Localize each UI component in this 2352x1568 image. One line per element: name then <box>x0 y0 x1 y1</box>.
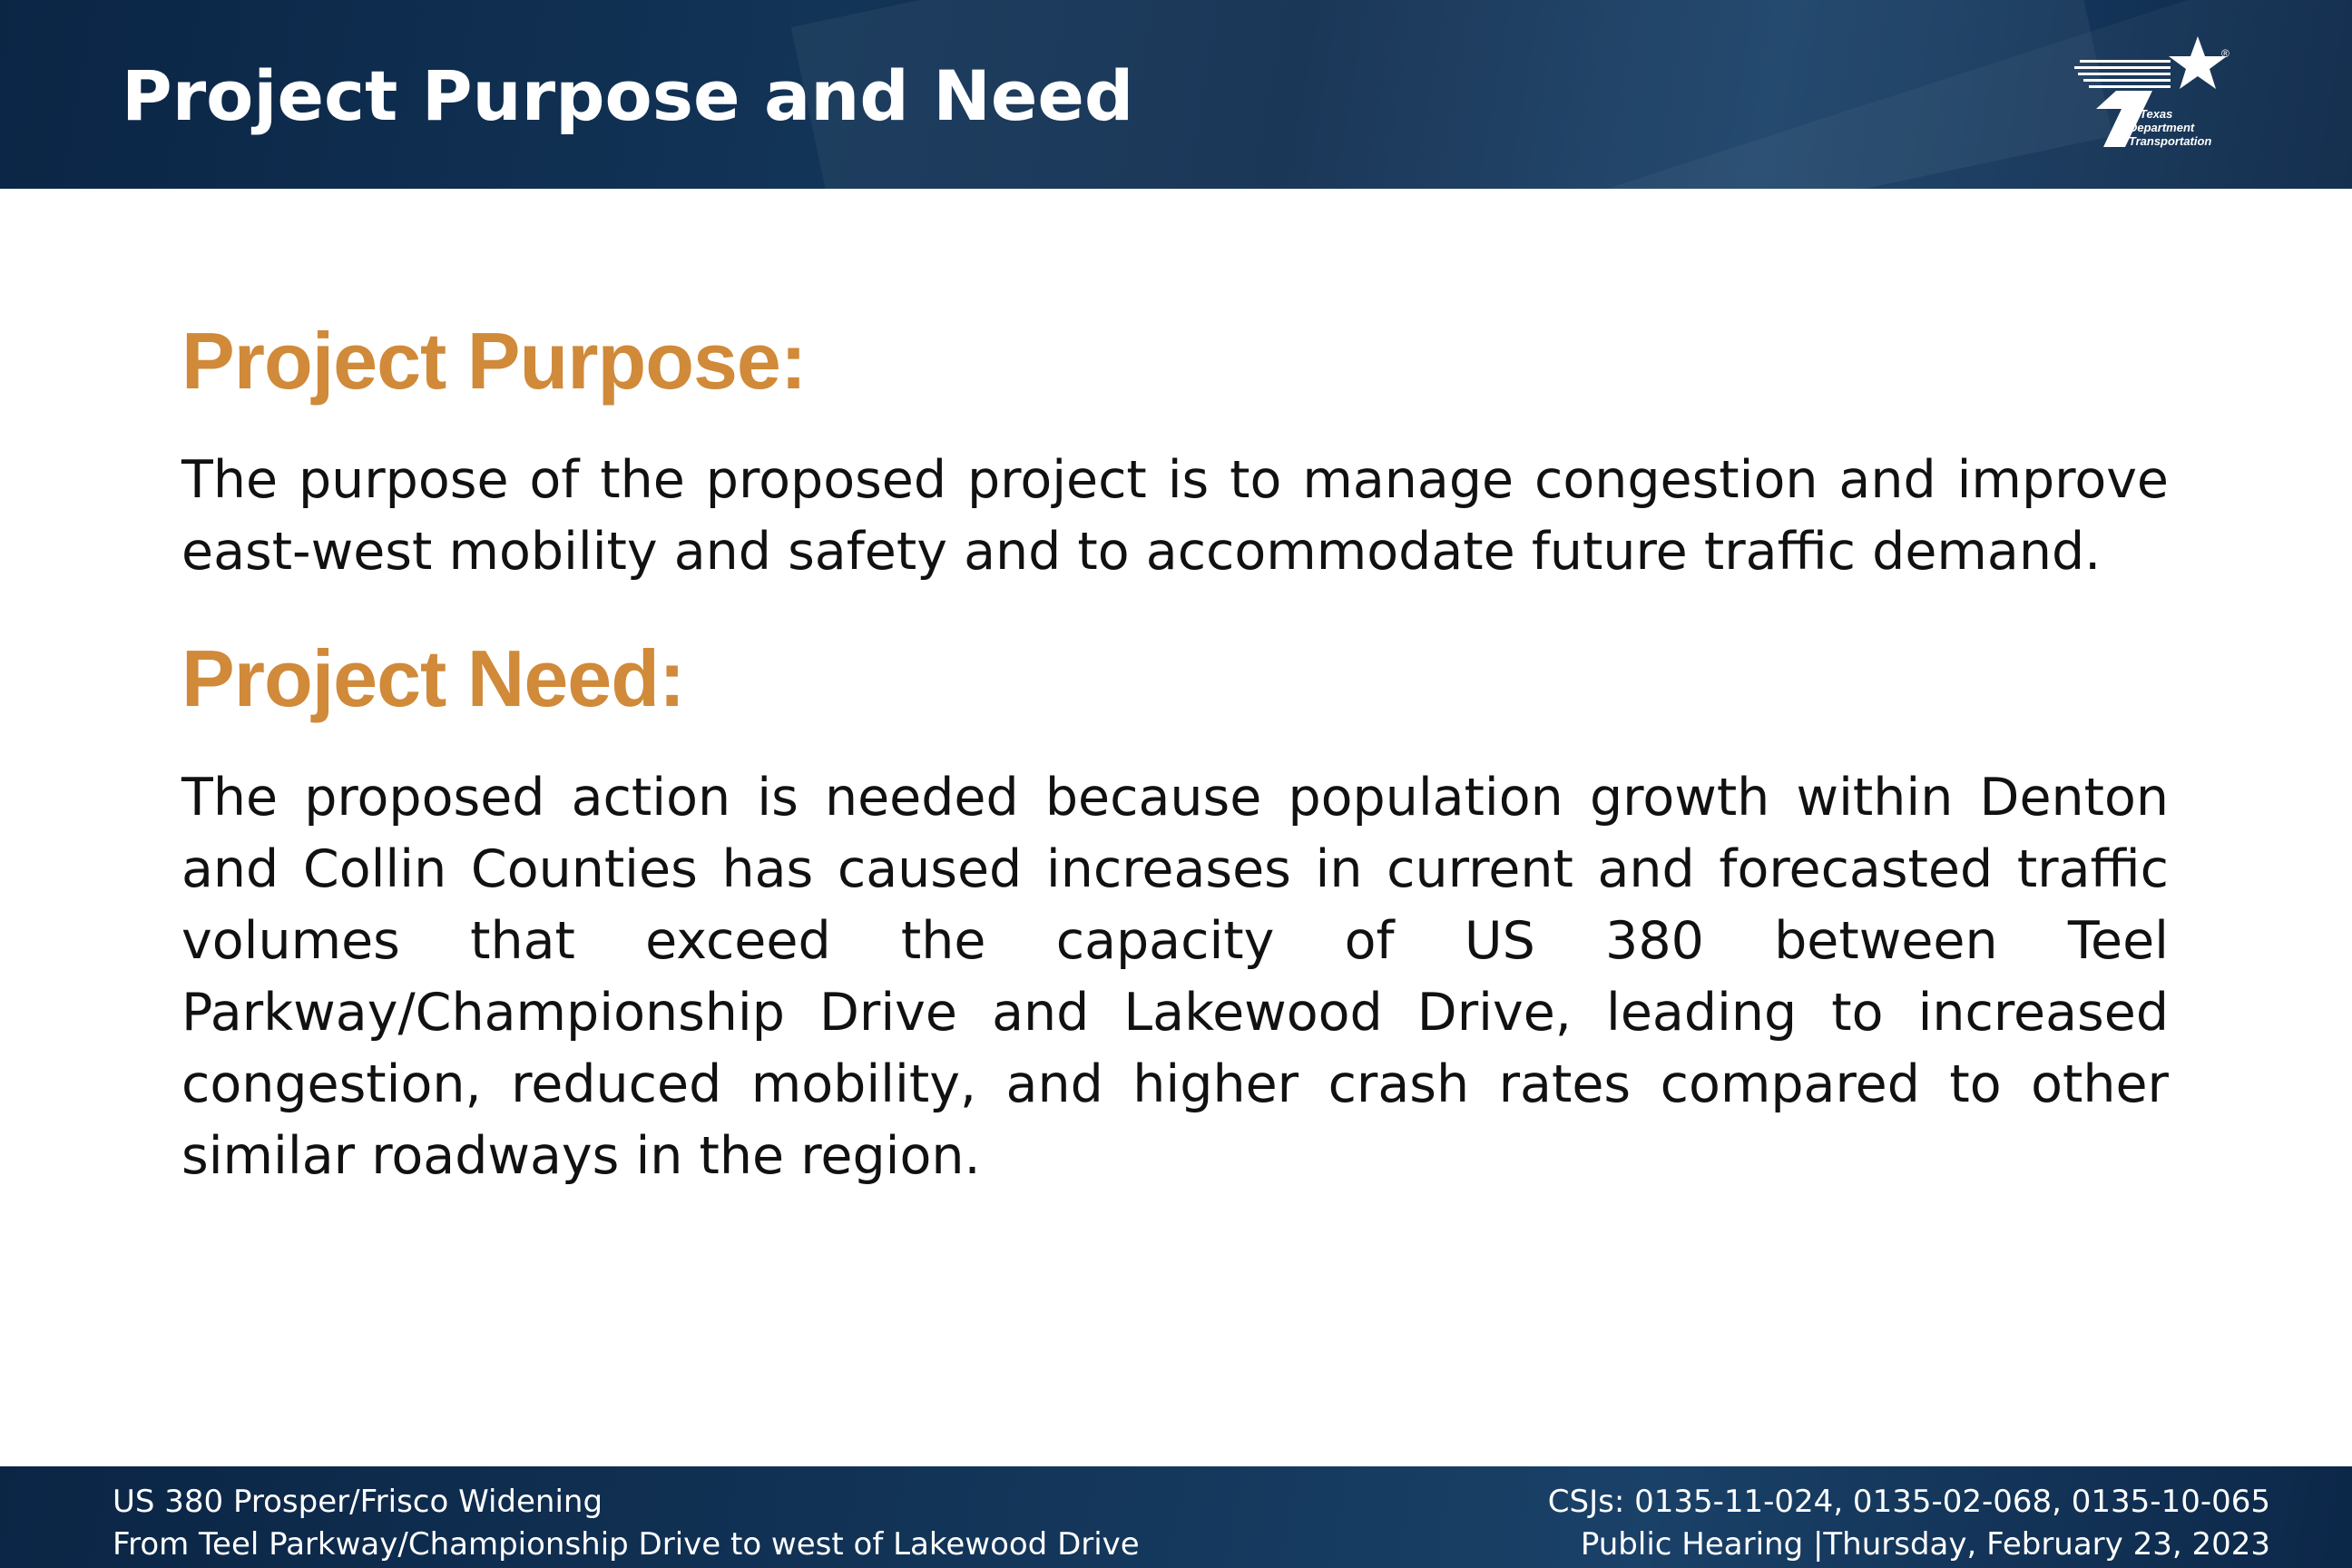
footer-project-info <box>113 1481 1140 1566</box>
logo-line-2: Department <box>2129 121 2195 134</box>
project-purpose-heading: Project Purpose: <box>181 316 807 406</box>
page-title: Project Purpose and Need <box>122 55 1134 136</box>
project-need-text: The proposed action is needed because population growth within Denton and Collin Counties has caused increases in current and forecasted traffic volumes that exceed the capacity of US 380 between Teel Parkway/Championship Drive and Lakewood Drive, leading to increased congestion, reduced mobility, and higher crash rates compared to other similar roadways in the region. <box>181 768 2169 1186</box>
logo-line-1: Texas <box>2140 107 2173 121</box>
logo-line-3: of Transportation <box>2114 134 2212 148</box>
registered-mark: ® <box>2221 47 2230 60</box>
footer-project-limits: From Teel Parkway/Championship Drive to west of Lakewood Drive <box>113 1526 1140 1563</box>
footer-meeting-info <box>1548 1481 2270 1566</box>
project-need-heading: Project Need: <box>181 633 685 723</box>
footer-project-name: US 380 Prosper/Frisco Widening <box>113 1484 603 1520</box>
project-purpose-text: The purpose of the proposed project is to manage congestion and improve east-west mobility and safety and to accommodate future traffic demand. <box>181 450 2169 582</box>
footer-hearing-date: Public Hearing |Thursday, February 23, 2023 <box>1580 1526 2270 1563</box>
txdot-logo-text <box>2114 107 2211 148</box>
footer-csjs: CSJs: 0135-11-024, 0135-02-068, 0135-10-065 <box>1547 1484 2270 1520</box>
